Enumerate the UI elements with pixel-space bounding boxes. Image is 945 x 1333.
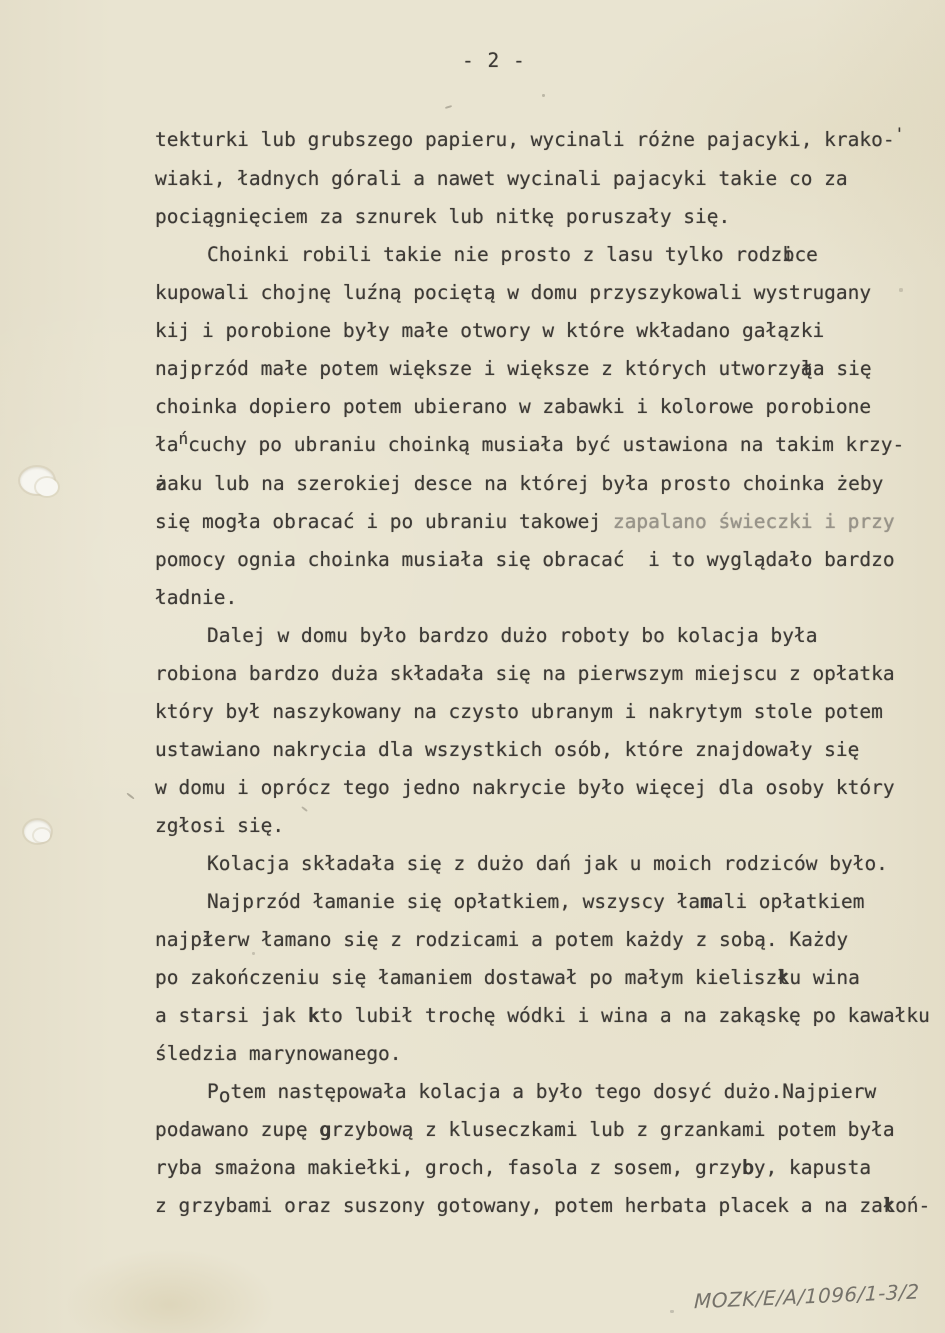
text-line <box>155 121 945 160</box>
text-run: Dalej w domu było bardzo dużo roboty bo kolacja była <box>207 624 818 647</box>
paper-speck <box>542 94 545 97</box>
text-line <box>155 236 945 274</box>
text-line <box>155 1035 945 1073</box>
hole-punch-top <box>20 467 54 494</box>
hole-punch-lobe <box>36 478 58 496</box>
archival-signature: MOZK/E/A/1096/1-3/2 <box>693 1279 920 1314</box>
text-line <box>155 921 945 959</box>
text-run: tekturki lub grubszego papieru, wycinali różne pajacyki, krako- <box>155 128 895 151</box>
text-run: Kolacja składała się z dużo dań jak u moich rodziców było. <box>207 852 888 875</box>
text-run: choinka dopiero potem ubierano w zabawki i kolorowe porobione <box>155 395 872 418</box>
text-run-faded: zapalano świeczki i przy <box>612 510 895 533</box>
text-run: ce <box>794 243 818 266</box>
text-line <box>155 541 945 579</box>
text-run-bold: m <box>700 890 712 913</box>
text-run-bold: g <box>319 1118 332 1141</box>
text-run: pomocy ognia choinka musiała się obracać i to wyglądało bardzo <box>155 548 895 571</box>
text-run: z grzybami oraz suszony gotowany, potem herbata placek a na za <box>155 1194 883 1217</box>
paper-speck <box>899 288 903 292</box>
text-line <box>155 883 945 921</box>
paragraph <box>155 1073 945 1225</box>
text-line <box>155 579 945 617</box>
text-run: pociągnięciem za sznurek lub nitkę poruszały się. <box>155 205 731 228</box>
text-run: robiona bardzo duża składała się na pierwszym miejscu z opłatka <box>155 662 895 685</box>
paper-speck <box>445 105 452 109</box>
paper-speck <box>252 952 255 955</box>
text-run-raised: ń <box>178 429 189 449</box>
text-run: wiaki, ładnych górali a nawet wycinali pajacyki takie co za <box>155 167 848 190</box>
text-run: cuchy po ubraniu choinką musiała być ustawiona na takim krzy- <box>188 433 905 456</box>
text-line <box>155 1187 945 1225</box>
text-line <box>155 845 945 883</box>
paper-speck <box>670 1310 674 1313</box>
text-run-squeeze: ił <box>201 928 203 951</box>
text-run: kupowali chojnę luźną pociętą w domu przyszykowali wystrugany <box>155 281 872 304</box>
text-run: a starsi jak <box>155 1004 308 1027</box>
text-line <box>155 997 945 1035</box>
text-run-squeeze: łk <box>882 1194 884 1217</box>
paragraph <box>155 236 945 617</box>
text-run-squeeze: ął <box>800 357 802 380</box>
text-run-squeeze: ib <box>782 243 784 266</box>
text-run: ustawiano nakrycia dla wszystkich osób, które znajdowały się <box>155 738 860 761</box>
text-line <box>155 388 945 426</box>
text-line <box>155 731 945 769</box>
text-line <box>155 617 945 655</box>
text-run-bold: k <box>307 1004 320 1027</box>
text-run-bold: b <box>742 1156 754 1179</box>
text-run: tem następowała kolacja a było tego dosyć dużo.Najpierw <box>230 1080 877 1103</box>
text-run: najp <box>155 928 202 951</box>
text-line <box>155 655 945 693</box>
text-run-lowered: o <box>218 1084 231 1108</box>
text-line <box>155 959 945 997</box>
text-run: w domu i oprócz tego jedno nakrycie było więcej dla osoby który <box>155 776 895 799</box>
text-line <box>155 693 945 731</box>
text-run: oń- <box>895 1194 931 1217</box>
hole-punch-lobe <box>34 829 50 842</box>
text-line <box>155 807 945 845</box>
text-line <box>155 312 945 350</box>
text-line <box>155 465 945 503</box>
text-line <box>155 426 945 465</box>
text-line <box>155 160 945 198</box>
text-run: y, kapusta <box>753 1156 872 1179</box>
text-run: który był naszykowany na czysto ubranym i nakrytym stole potem <box>155 700 883 723</box>
text-run: się mogła obracać i po ubraniu takowej <box>155 510 613 533</box>
text-run: ładnie. <box>155 586 238 609</box>
text-run: śledzia marynowanego. <box>155 1042 402 1065</box>
text-run-raised: ' <box>894 124 905 144</box>
text-line <box>155 198 945 236</box>
text-run: a się <box>812 357 872 380</box>
text-run: u wina <box>789 966 860 989</box>
text-run: podawano zupę <box>155 1118 320 1141</box>
paragraph <box>155 883 945 1073</box>
text-run: erw łamano się z rodzicami a potem każdy z sobą. Każdy <box>214 928 849 951</box>
paragraph <box>155 845 945 883</box>
text-line <box>155 503 945 541</box>
text-run: kij i porobione były małe otwory w które wkładano gałązki <box>155 319 825 342</box>
paragraph <box>155 617 945 845</box>
text-run: ali opłatkiem <box>711 890 865 913</box>
text-run: po zakończeniu się łamaniem dostawał po małym kielisz <box>155 966 778 989</box>
text-run: Najprzód łamanie się opłatkiem, wszyscy ła <box>207 890 701 913</box>
text-line <box>155 350 945 388</box>
text-line <box>155 1111 945 1149</box>
text-line <box>155 1073 945 1111</box>
text-run: rzybową z kluseczkami lub z grzankami potem była <box>331 1118 895 1141</box>
text-line <box>155 1149 945 1187</box>
text-run: zgłosi się. <box>155 814 285 837</box>
hole-punch-bottom <box>24 820 51 843</box>
paragraph <box>155 121 945 236</box>
text-line <box>155 769 945 807</box>
text-run: P <box>207 1080 219 1103</box>
text-run-squeeze: ża <box>155 472 156 495</box>
text-line <box>155 274 945 312</box>
text-run: Choinki robili takie nie prosto z lasu tylko rodz <box>207 243 783 266</box>
text-run: ryba smażona makiełki, groch, fasola z sosem, grzy <box>155 1156 742 1179</box>
text-run: najprzód małe potem większe i większe z których utworzy <box>155 357 801 380</box>
typewritten-text <box>155 121 945 1225</box>
text-run-squeeze: łk <box>777 966 779 989</box>
text-run: to lubił trochę wódki i wina a na zakąskę po kawałku <box>319 1004 930 1027</box>
text-run: ła <box>155 433 179 456</box>
paper-speck <box>126 792 134 799</box>
text-run: aku lub na szerokiej desce na której była prosto choinka żeby <box>167 472 884 495</box>
page-number: - 2 - <box>462 49 526 72</box>
